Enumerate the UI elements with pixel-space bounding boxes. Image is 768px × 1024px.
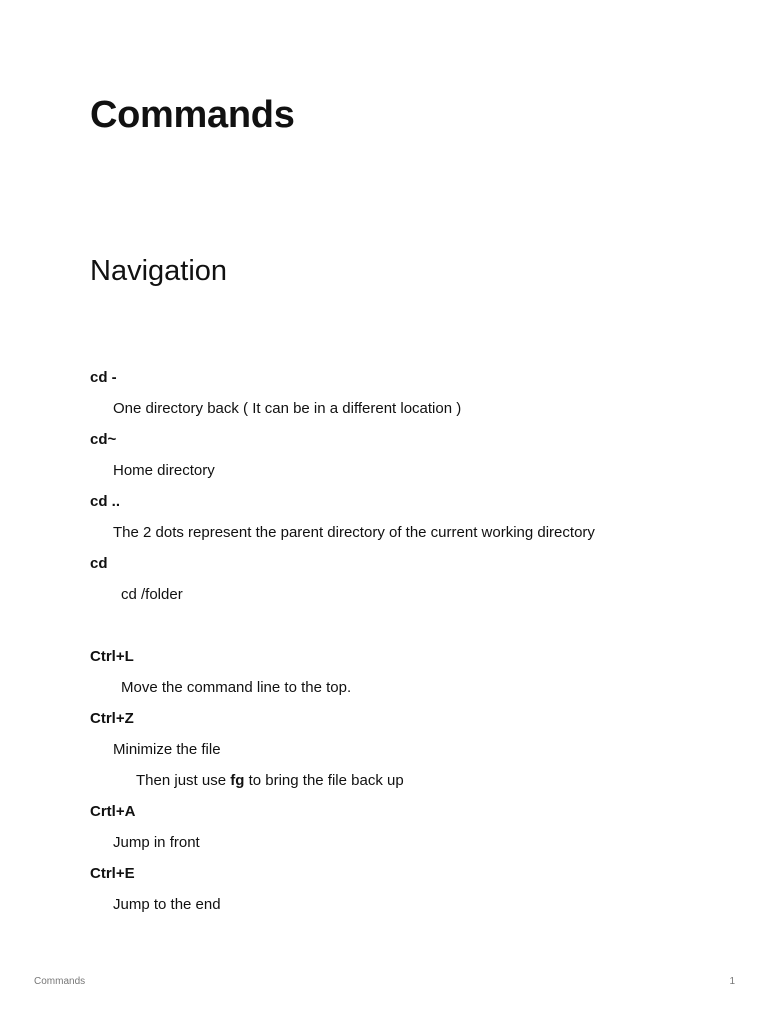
command-ctrl-e: Ctrl+E xyxy=(90,865,135,882)
note-ctrl-z xyxy=(136,771,404,791)
footer-page-number: 1 xyxy=(729,976,735,987)
command-ctrl-l: Ctrl+L xyxy=(90,648,134,665)
description-ctrl-a: Jump in front xyxy=(113,834,200,851)
note-ctrl-z-before: Then just use xyxy=(136,772,227,789)
command-ctrl-z: Ctrl+Z xyxy=(90,710,134,727)
command-cd-dash: cd - xyxy=(90,369,117,386)
description-cd-tilde: Home directory xyxy=(113,462,215,479)
page-title: Commands xyxy=(90,94,295,136)
footer-title: Commands xyxy=(34,976,86,987)
section-heading-navigation: Navigation xyxy=(90,255,228,287)
description-cd: cd /folder xyxy=(121,586,183,603)
description-ctrl-e: Jump to the end xyxy=(113,896,221,913)
description-cd-dotdot: The 2 dots represent the parent directory of the current working directory xyxy=(113,524,595,541)
note-ctrl-z-after: to bring the file back up xyxy=(248,772,404,789)
command-cd-dotdot: cd .. xyxy=(90,493,121,510)
command-ctrl-a: Crtl+A xyxy=(90,803,136,820)
description-ctrl-z: Minimize the file xyxy=(113,741,221,758)
description-cd-dash: One directory back ( It can be in a different location ) xyxy=(113,400,462,417)
description-ctrl-l: Move the command line to the top. xyxy=(121,679,352,696)
command-cd: cd xyxy=(90,555,108,572)
command-cd-tilde: cd~ xyxy=(90,431,117,448)
note-ctrl-z-fg: fg xyxy=(230,772,245,789)
